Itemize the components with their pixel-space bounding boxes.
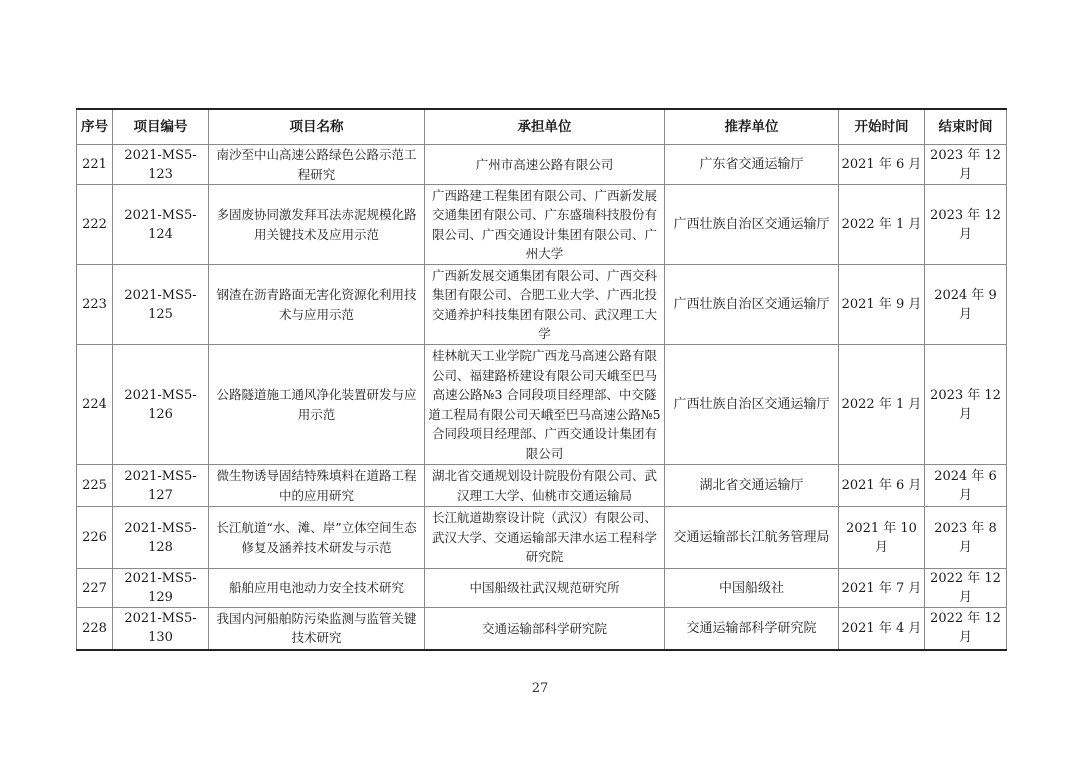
row-seq: 222 (77, 185, 113, 265)
row-code: 2021-MS5-130 (113, 608, 209, 650)
row-recommender: 广东省交通运输厅 (665, 145, 839, 185)
row-start: 2022 年 1 月 (839, 345, 925, 465)
row-seq: 223 (77, 265, 113, 345)
row-project-name: 南沙至中山高速公路绿色公路示范工程研究 (209, 145, 425, 185)
table-row (77, 569, 1007, 608)
row-project-name: 钢渣在沥青路面无害化资源化利用技术与应用示范 (209, 265, 425, 345)
table-row (77, 345, 1007, 465)
row-project-name: 长江航道“水、滩、岸”立体空间生态修复及涵养技术研发与示范 (209, 507, 425, 569)
row-project-name: 船舶应用电池动力安全技术研究 (209, 569, 425, 608)
row-start: 2021 年 6 月 (839, 145, 925, 185)
row-recommender: 交通运输部科学研究院 (665, 608, 839, 650)
row-project-name: 多固废协同激发拜耳法赤泥规模化路用关键技术及应用示范 (209, 185, 425, 265)
project-table (76, 108, 1007, 651)
header-name: 项目名称 (209, 109, 425, 145)
row-recommender: 广西壮族自治区交通运输厅 (665, 265, 839, 345)
row-seq: 227 (77, 569, 113, 608)
row-code: 2021-MS5-126 (113, 345, 209, 465)
header-unit: 承担单位 (425, 109, 665, 145)
row-code: 2021-MS5-124 (113, 185, 209, 265)
row-code: 2021-MS5-127 (113, 465, 209, 507)
table-row (77, 265, 1007, 345)
table-row (77, 608, 1007, 650)
header-end: 结束时间 (925, 109, 1007, 145)
row-start: 2021 年 6 月 (839, 465, 925, 507)
header-start: 开始时间 (839, 109, 925, 145)
row-undertaking-unit: 湖北省交通规划设计院股份有限公司、武汉理工大学、仙桃市交通运输局 (425, 465, 665, 507)
row-recommender: 广西壮族自治区交通运输厅 (665, 185, 839, 265)
row-seq: 226 (77, 507, 113, 569)
row-end: 2024 年 6 月 (925, 465, 1007, 507)
row-end: 2023 年 12 月 (925, 145, 1007, 185)
row-code: 2021-MS5-128 (113, 507, 209, 569)
row-seq: 228 (77, 608, 113, 650)
row-undertaking-unit: 广西路建工程集团有限公司、广西新发展交通集团有限公司、广东盛瑞科技股份有限公司、广西交通设计集团有限公司、广州大学 (425, 185, 665, 265)
row-start: 2021 年 7 月 (839, 569, 925, 608)
page-number: 27 (531, 681, 549, 696)
row-seq: 224 (77, 345, 113, 465)
row-project-name: 公路隧道施工通风净化装置研发与应用示范 (209, 345, 425, 465)
header-recommender: 推荐单位 (665, 109, 839, 145)
table-header-row (77, 109, 1007, 145)
row-recommender: 交通运输部长江航务管理局 (665, 507, 839, 569)
table-row (77, 145, 1007, 185)
row-start: 2021 年 9 月 (839, 265, 925, 345)
row-undertaking-unit: 广西新发展交通集团有限公司、广西交科集团有限公司、合肥工业大学、广西北投交通养护科技集团有限公司、武汉理工大学 (425, 265, 665, 345)
table-row (77, 185, 1007, 265)
row-end: 2023 年 12 月 (925, 185, 1007, 265)
header-seq: 序号 (77, 109, 113, 145)
row-recommender: 广西壮族自治区交通运输厅 (665, 345, 839, 465)
row-end: 2022 年 12 月 (925, 569, 1007, 608)
row-seq: 225 (77, 465, 113, 507)
row-undertaking-unit: 长江航道勘察设计院（武汉）有限公司、武汉大学、交通运输部天津水运工程科学研究院 (425, 507, 665, 569)
header-code: 项目编号 (113, 109, 209, 145)
row-end: 2024 年 9 月 (925, 265, 1007, 345)
row-start: 2022 年 1 月 (839, 185, 925, 265)
row-project-name: 我国内河船舶防污染监测与监管关键技术研究 (209, 608, 425, 650)
row-code: 2021-MS5-129 (113, 569, 209, 608)
row-end: 2023 年 8 月 (925, 507, 1007, 569)
row-seq: 221 (77, 145, 113, 185)
table-row (77, 507, 1007, 569)
row-undertaking-unit: 广州市高速公路有限公司 (425, 145, 665, 185)
row-undertaking-unit: 中国船级社武汉规范研究所 (425, 569, 665, 608)
row-end: 2022 年 12 月 (925, 608, 1007, 650)
row-end: 2023 年 12 月 (925, 345, 1007, 465)
row-undertaking-unit: 桂林航天工业学院广西龙马高速公路有限公司、福建路桥建设有限公司天峨至巴马高速公路№3 合同段项目经理部、中交隧道工程局有限公司天峨至巴马高速公路№5 合同段项目经理部、广西交通设计集团有限公司 (425, 345, 665, 465)
row-recommender: 湖北省交通运输厅 (665, 465, 839, 507)
row-start: 2021 年 10 月 (839, 507, 925, 569)
row-recommender: 中国船级社 (665, 569, 839, 608)
row-undertaking-unit: 交通运输部科学研究院 (425, 608, 665, 650)
row-code: 2021-MS5-125 (113, 265, 209, 345)
row-code: 2021-MS5-123 (113, 145, 209, 185)
row-start: 2021 年 4 月 (839, 608, 925, 650)
table-row (77, 465, 1007, 507)
row-project-name: 微生物诱导固结特殊填料在道路工程中的应用研究 (209, 465, 425, 507)
